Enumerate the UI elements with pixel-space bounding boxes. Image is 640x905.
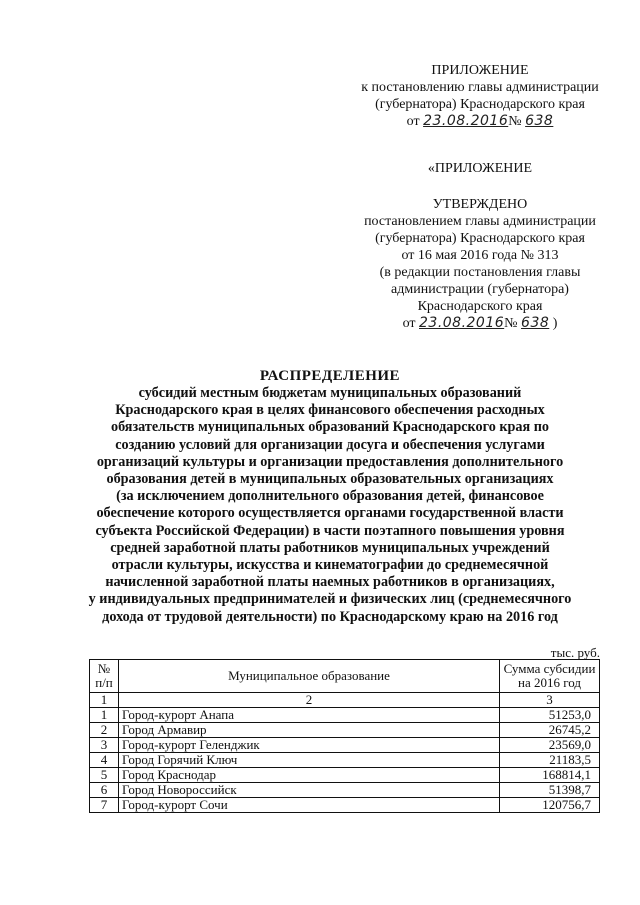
table-row [90,753,600,768]
row-number: 1 [90,708,119,723]
approval-date-line [360,315,600,332]
title-line: отрасли культуры, искусства и кинематографии до среднемесячной [111,557,549,574]
title-line: дохода от трудовой деятельности) по Краснодарскому краю на 2016 год [102,608,558,625]
row-municipality: Город-курорт Геленджик [119,738,500,753]
row-municipality: Город Краснодар [119,768,500,783]
distribution-table [89,659,600,813]
column-index: 3 [500,693,600,708]
row-sum: 168814,1 [500,768,600,783]
title-line: созданию условий для организации досуга и обеспечения услугами [115,436,545,453]
appendix-title: ПРИЛОЖЕНИЕ [431,63,529,78]
column-index: 2 [119,693,500,708]
row-sum: 23569,0 [500,738,600,753]
number-sign: № [504,316,518,331]
title-line: обязательств муниципальных образований Краснодарского края по [110,419,550,436]
title-line: субсидий местным бюджетам муниципальных образований [138,385,522,401]
currency-unit-label: тыс. руб. [550,645,600,660]
table-row [90,708,600,723]
header-subsidy-sum: Сумма субсидии на 2016 год [500,660,600,693]
document-title: РАСПРЕДЕЛЕНИЕ [259,368,401,384]
row-number: 5 [90,768,119,783]
appendix-line-1: к постановлению главы администрации [361,80,599,95]
title-line: (за исключением дополнительного образования детей, финансовое [116,488,544,505]
title-line: средней заработной платы работников муниципальных учреждений [110,539,550,556]
table-row [90,768,600,783]
handwritten-number: 638 [521,315,550,331]
table-row [90,783,600,798]
row-number: 6 [90,783,119,798]
title-line: начисленной заработной платы наемных работников в организациях, [105,574,555,591]
row-municipality: Город Новороссийск [119,783,500,798]
row-number: 4 [90,753,119,768]
table-index-row [90,693,600,708]
row-municipality: Город-курорт Анапа [119,708,500,723]
row-sum: 51253,0 [500,708,600,723]
date-prefix: от [406,114,420,129]
handwritten-number: 638 [525,113,554,129]
approval-line-1: постановлением главы администрации [364,214,596,229]
title-line: Краснодарского края в целях финансового обеспечения расходных [115,402,545,419]
handwritten-date: 23.08.2016 [423,113,509,129]
approved-label: УТВЕРЖДЕНО [432,197,528,212]
row-sum: 120756,7 [500,798,600,813]
date-prefix: от [402,316,416,331]
row-sum: 21183,5 [500,753,600,768]
document-title-block [60,367,600,626]
closing-paren: ) [552,316,558,331]
header-municipality: Муниципальное образование [119,660,500,693]
appendix-line-2: (губернатора) Краснодарского края [375,97,585,112]
approval-line-2: (губернатора) Краснодарского края [375,231,585,246]
row-sum: 26745,2 [500,723,600,738]
approval-block [360,160,600,332]
table-row [90,723,600,738]
row-municipality: Город-курорт Сочи [119,798,500,813]
handwritten-date: 23.08.2016 [419,315,505,331]
table-row [90,798,600,813]
approval-line-5: администрации (губернатора) [391,282,569,297]
row-number: 7 [90,798,119,813]
title-line: у индивидуальных предпринимателей и физических лиц (среднемесячного [88,591,572,608]
table-row [90,738,600,753]
approval-line-4: (в редакции постановления главы [379,265,581,280]
appendix-header-block [360,62,600,130]
title-line: обеспечение которого осуществляется органами государственной власти [96,505,564,522]
title-line: организаций культуры и организации предоставления дополнительного [96,453,564,470]
row-municipality: Город Армавир [119,723,500,738]
approval-line-6: Краснодарского края [417,299,543,314]
title-line: образования детей в муниципальных образовательных организациях [106,471,554,488]
header-number: № п/п [90,660,119,693]
row-number: 2 [90,723,119,738]
approval-appendix-title: «ПРИЛОЖЕНИЕ [427,161,533,176]
approval-line-3: от 16 мая 2016 года № 313 [401,248,559,263]
appendix-date-line [360,113,600,130]
row-number: 3 [90,738,119,753]
number-sign: № [508,114,522,129]
column-index: 1 [90,693,119,708]
table-header-row [90,660,600,693]
row-sum: 51398,7 [500,783,600,798]
title-line: субъекта Российской Федерации) в части поэтапного повышения уровня [95,522,565,539]
row-municipality: Город Горячий Ключ [119,753,500,768]
